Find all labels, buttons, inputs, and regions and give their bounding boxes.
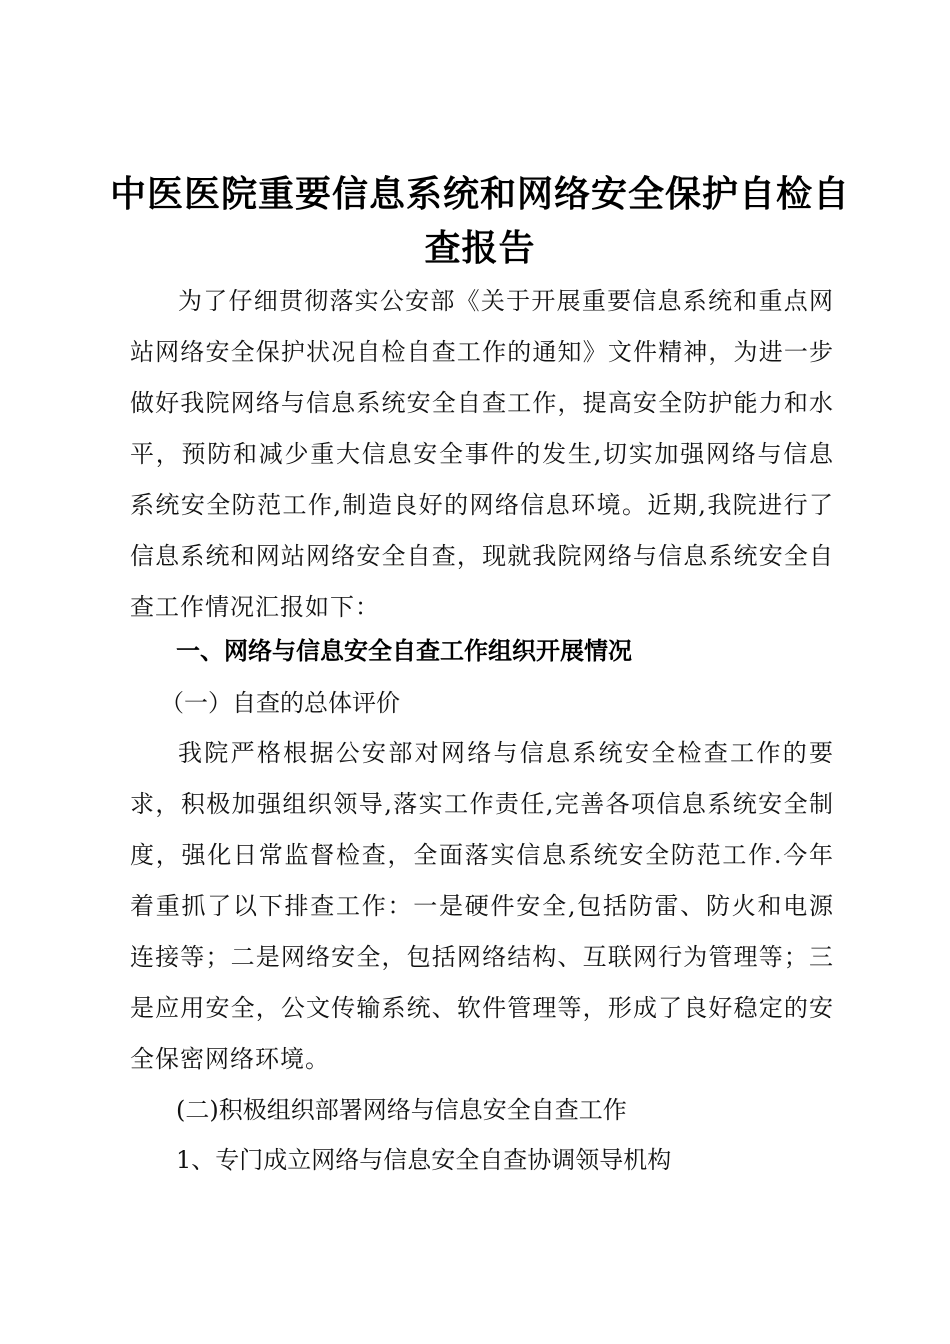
evaluation-paragraph: 我院严格根据公安部对网络与信息系统安全检查工作的要求，积极加强组织领导,落实工作责任,完善各项信息系统安全制度，强化日常监督检查，全面落实信息系统安全防范工作.今年着重抓了以下排查工作：一是硬件安全,包括防雷、防火和电源连接等；二是网络安全，包括网络结构、互联网行为管理等；三是应用安全，公文传输系统、软件管理等，形成了良好稳定的安全保密网络环境。 — [130, 739, 834, 1073]
subsection-heading-overall-evaluation: （一）自查的总体评价 — [160, 689, 400, 717]
list-item-1: 1、专门成立网络与信息安全自查协调领导机构 — [176, 1146, 672, 1174]
subsection-heading-deployment: (二)积极组织部署网络与信息安全自查工作 — [176, 1096, 627, 1124]
section-heading-1: 一、网络与信息安全自查工作组织开展情况 — [176, 637, 632, 665]
intro-paragraph: 为了仔细贯彻落实公安部《关于开展重要信息系统和重点网站网络安全保护状况自检自查工作的通知》文件精神，为进一步做好我院网络与信息系统安全自查工作，提高安全防护能力和水平，预防和减少重大信息安全事件的发生,切实加强网络与信息系统安全防范工作,制造良好的网络信息环境。近期,我院进行了信息系统和网站网络安全自查，现就我院网络与信息系统安全自查工作情况汇报如下： — [130, 287, 834, 621]
document-title: 中医医院重要信息系统和网络安全保护自检自查报告 — [110, 174, 851, 269]
